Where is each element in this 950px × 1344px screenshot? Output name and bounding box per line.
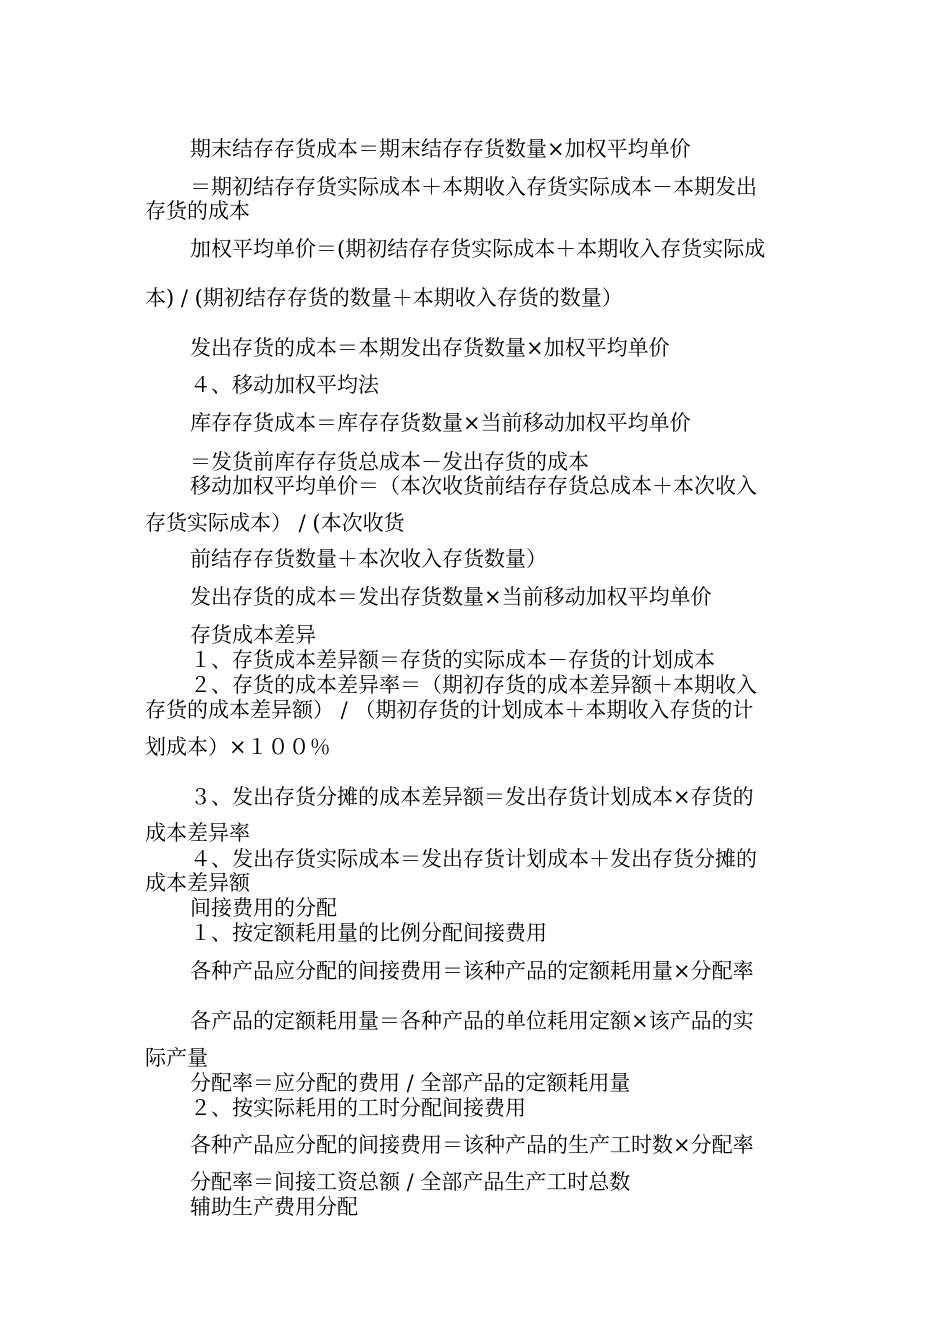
text-line: １、按定额耗用量的比例分配间接费用 (190, 921, 547, 945)
text-line: 期末结存存货成本＝期末结存存货数量×加权平均单价 (190, 137, 691, 161)
text-line: ＝发货前库存存货总成本－发出存货的成本 (190, 450, 589, 474)
text-line: 库存存货成本＝库存存货数量×当前移动加权平均单价 (190, 411, 691, 435)
text-line: 际产量 (145, 1046, 208, 1070)
text-line: 存货成本差异 (190, 623, 316, 647)
text-line: ＝期初结存存货实际成本＋本期收入存货实际成本－本期发出 (190, 175, 757, 199)
text-line: 成本差异额 (145, 871, 250, 895)
text-line: 发出存货的成本＝本期发出存货数量×加权平均单价 (190, 336, 670, 360)
text-line: 成本差异率 (145, 821, 250, 845)
text-line: １、存货成本差异额＝存货的实际成本－存货的计划成本 (190, 648, 715, 672)
text-line: 前结存存货数量＋本次收入存货数量） (190, 547, 547, 571)
text-line: 分配率＝间接工资总额 / 全部产品生产工时总数 (190, 1170, 631, 1194)
text-line: 分配率＝应分配的费用 / 全部产品的定额耗用量 (190, 1071, 631, 1095)
text-line: ４、发出存货实际成本＝发出存货计划成本＋发出存货分摊的 (190, 847, 757, 871)
text-line: 存货的成本差异额） / （期初存货的计划成本＋本期收入存货的计 (145, 698, 754, 722)
text-line: 移动加权平均单价＝（本次收货前结存存货总成本＋本次收入 (190, 474, 757, 498)
text-line: ２、按实际耗用的工时分配间接费用 (190, 1096, 526, 1120)
text-line: ４、移动加权平均法 (190, 373, 379, 397)
text-line: 各种产品应分配的间接费用＝该种产品的生产工时数×分配率 (190, 1133, 754, 1157)
text-line: ２、存货的成本差异率＝（期初存货的成本差异额＋本期收入 (190, 673, 757, 697)
text-line: ３、发出存货分摊的成本差异额＝发出存货计划成本×存货的 (190, 785, 754, 809)
text-line: 存货实际成本） / (本次收货 (145, 511, 405, 535)
text-line: 各种产品应分配的间接费用＝该种产品的定额耗用量×分配率 (190, 959, 754, 983)
text-line: 存货的成本 (145, 199, 250, 223)
text-line: 各产品的定额耗用量＝各种产品的单位耗用定额×该产品的实 (190, 1009, 754, 1033)
text-line: 本) / (期初结存存货的数量＋本期收入存货的数量） (145, 286, 623, 310)
text-line: 加权平均单价＝(期初结存存货实际成本＋本期收入存货实际成 (190, 237, 766, 261)
text-line: 辅助生产费用分配 (190, 1195, 358, 1219)
text-line: 间接费用的分配 (190, 896, 337, 920)
text-line: 划成本）×１００％ (145, 735, 331, 759)
text-line: 发出存货的成本＝发出存货数量×当前移动加权平均单价 (190, 585, 712, 609)
